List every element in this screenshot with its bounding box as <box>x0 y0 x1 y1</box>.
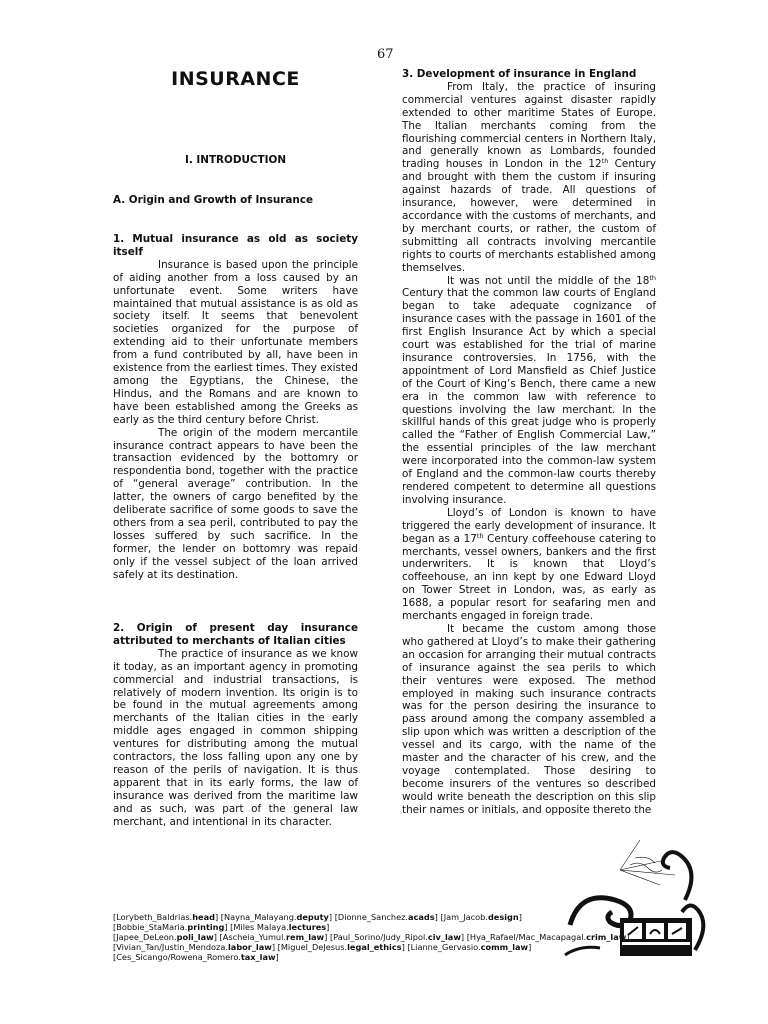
credit: [Ascheia_Yumul.rem_law] <box>219 931 328 942</box>
origin-growth-heading: A. Origin and Growth of Insurance <box>113 194 314 206</box>
credit: [Hya_Rafael/Mac_Macapagal.crim_law] <box>466 931 630 942</box>
credit: [Lianne_Gervasio.comm_law] <box>407 941 532 952</box>
credit: [Miguel_DeJesus.legal_ethics] <box>277 941 405 952</box>
credit: [Lorybeth_Baldrias.head] <box>113 912 219 922</box>
credit: [Bobbie_StaMaria.printing] <box>113 921 228 932</box>
paragraph: It was not until the middle of the 18th Century that the common law courts of England began to take adequate cognizance of insurance cases with the passage in 1601 of the first English Insurance Act by which a special court was established for the trial of marine insurance controversies. In 1756, with the appointment of Lord Mansfield as Chief Justice of the Court of King’s Bench, there came a new era in the common law with reference to questions involving the law merchant. In the skillful hands of this great judge who is properly called the “Father of English Commercial Law,” the essential principles of the law merchant were incorporated into the common-law system of England and the common-law courts thereby rendered competent to determine all questions involving insurance. <box>402 273 656 506</box>
document-title: INSURANCE <box>171 68 300 90</box>
credit: [Jam_Jacob.design] <box>440 912 522 922</box>
credit: [Dionne_Sanchez.acads] <box>334 912 438 922</box>
right-column <box>402 68 656 817</box>
paragraph: Lloyd’s of London is known to have triggered the early development of insurance. It began as a 17th Century coffeehouse catering to merchants, vessel owners, bankers and the first underwriters. It is known that Lloyd’s coffeehouse, an inn kept by one Edward Lloyd on Tower Street in London, was, as early as 1688, a popular resort for seafaring men and merchants engaged in foreign trade. <box>402 506 656 623</box>
credit: [Ces_Sicango/Rowena_Romero.tax_law] <box>113 951 279 962</box>
section-heading: 1. Mutual insurance as old as society itself <box>113 233 358 258</box>
section-mutual-insurance <box>113 233 358 581</box>
paragraph: From Italy, the practice of insuring commercial ventures against disaster rapidly extended to other maritime States of Europe. The Italian merchants coming from the flourishing commercial centers in Northern Italy, and generally known as Lombards, founded trading houses in London in the 12th Century and brought with them the custom if insuring against hazards of trade. All questions of insurance, however, were determined in accordance with the customs of merchants, and by merchant courts, or rather, the custom of submitting all contracts involving mercantile rights to courts of merchants established among themselves. <box>402 80 656 274</box>
credit: [Paul_Sorino/Judy_Ripol.civ_law] <box>329 931 465 942</box>
paragraph: Insurance is based upon the principle of aiding another from a loss caused by an unfortunate event. Some writers have maintained that mutual assistance is as old as society itself. It seems that benevolent societies organized for the purpose of extending aid to their unfortunate members from a fund contributed by all, have been in existence from the earliest times. They existed among the Egyptians, the Chinese, the Hindus, and the Romans and are known to have been established among the Greeks as early as the third century before Christ. <box>113 258 358 426</box>
editorial-credits <box>113 913 673 963</box>
section-heading: 3. Development of insurance in England <box>402 68 637 80</box>
page-number: 67 <box>377 47 394 62</box>
section-italian-merchants <box>113 622 358 829</box>
credit: [Japee_DeLeon.poli_law] <box>113 931 217 942</box>
credit: [Miles Malaya.lectures] <box>230 921 330 932</box>
section-heading: 2. Origin of present day insurance attributed to merchants of Italian cities <box>113 622 358 647</box>
credit: [Nayna_Malayang.deputy] <box>220 912 333 922</box>
paragraph: The practice of insurance as we know it today, as an important agency in promoting commercial and industrial transactions, is relatively of modern invention. Its origin is to be found in the mutual agreements among merchants of the Italian cities in the early middle ages engaged in common shipping ventures for distributing among the mutual contractors, the loss falling upon any one by reason of the perils of navigation. It is thus apparent that in its early forms, the law of insurance was derived from the maritime law and as such, was part of the general law merchant, and intentional in its character. <box>113 647 358 828</box>
paragraph: It became the custom among those who gathered at Lloyd’s to make their gathering an occasion for arranging their mutual contracts of insurance against the sea perils to which their ventures were exposed. The method employed in making such insurance contracts was for the person desiring the insurance to pass around among the company assembled a slip upon which was written a description of the vessel and its cargo, with the name of the master and the character of his crew, and the voyage contemplated. Those desiring to become insurers of the ventures so described would write beneath the description on this slip their names or initials, and opposite thereto the <box>402 622 656 816</box>
credit: [Vivian_Tan/Justin_Mendoza.labor_law] <box>113 941 276 952</box>
paragraph: The origin of the modern mercantile insurance contract appears to have been the transaction evidenced by the bottomry or respondentia bond, together with the practice of “general average” contribution. In the latter, the owners of cargo benefited by the deliberate sacrifice of some goods to save the others from a sea peril, contributed to pay the losses suffered by such sacrifice. In the former, the lender on bottomry was repaid only if the vessel subject of the loan arrived safely at its destination. <box>113 426 358 581</box>
introduction-heading: I. INTRODUCTION <box>184 154 287 166</box>
left-column <box>113 68 358 828</box>
